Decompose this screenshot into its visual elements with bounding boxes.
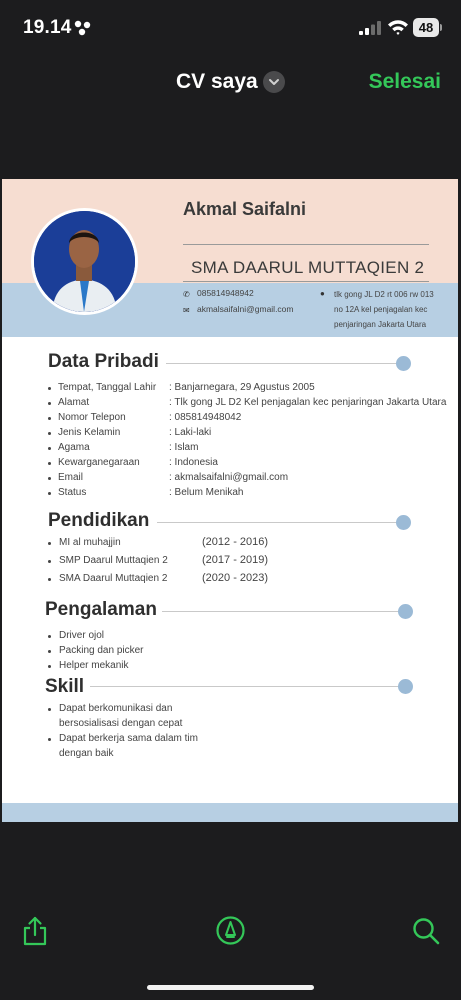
search-icon[interactable] [412, 917, 440, 945]
bullet-dot [48, 462, 51, 465]
bullet-dot [48, 402, 51, 405]
education-years: (2012 - 2016) [202, 536, 269, 548]
data-pribadi-label: Status [58, 487, 87, 498]
cv-document[interactable] [2, 179, 458, 822]
skill-item-line: dengan baik [59, 748, 114, 759]
section-title-pendidikan: Pendidikan [48, 510, 150, 531]
experience-item: Helper mekanik [59, 660, 129, 671]
home-indicator[interactable] [147, 985, 314, 990]
status-time: 19.14 [23, 17, 72, 38]
data-pribadi-value: : Tlk gong JL D2 Kel penjagalan kec penjaringan Jakarta Utara [169, 397, 447, 408]
data-pribadi-value: : Belum Menikah [169, 487, 244, 498]
data-pribadi-value: : Banjarnegara, 29 Agustus 2005 [169, 382, 315, 393]
bullet-dot [48, 447, 51, 450]
experience-item: Packing dan picker [59, 645, 144, 656]
experience-item: Driver ojol [59, 630, 105, 641]
bullet-dot [48, 738, 51, 741]
bullet-dot [48, 635, 51, 638]
bullet-dot [48, 578, 51, 581]
data-pribadi-label: Email [58, 472, 84, 483]
skill-item-line: bersosialisasi dengan cepat [59, 718, 183, 729]
bullet-dot [48, 560, 51, 563]
data-pribadi-label: Jenis Kelamin [58, 427, 121, 438]
markup-icon[interactable] [216, 916, 245, 945]
battery-level: 48 [413, 18, 439, 37]
data-pribadi-label: Alamat [58, 397, 90, 408]
section-title-pengalaman: Pengalaman [45, 599, 157, 620]
document-title[interactable]: CV saya [176, 70, 258, 93]
bullet-dot [48, 650, 51, 653]
phone-icon: ✆ [183, 290, 190, 299]
contact-email: akmalsaifalni@gmail.com [197, 304, 294, 314]
section-dot [396, 515, 411, 530]
chevron-down-icon [263, 71, 285, 93]
bullet-dot [48, 387, 51, 390]
battery-icon [413, 18, 443, 37]
education-school: SMP Daarul Muttaqien 2 [59, 555, 168, 566]
education-years: (2017 - 2019) [202, 554, 269, 566]
data-pribadi-value: : Indonesia [169, 457, 218, 468]
share-icon[interactable] [22, 916, 48, 946]
section-title-data-pribadi: Data Pribadi [48, 351, 159, 372]
bullet-dot [48, 492, 51, 495]
section-title-skill: Skill [45, 676, 85, 697]
skill-item-line: Dapat berkomunikasi dan [59, 703, 173, 714]
divider [183, 281, 429, 282]
address-line: no 12A kel penjagalan kec [334, 305, 428, 314]
data-pribadi-value: : akmalsaifalni@gmail.com [169, 472, 289, 483]
location-pin-icon: ● [320, 289, 325, 298]
data-pribadi-value: : Islam [169, 442, 199, 453]
section-dot [398, 604, 413, 619]
data-pribadi-label: Nomor Telepon [58, 412, 126, 423]
contact-phone: 085814948942 [197, 288, 254, 298]
section-divider [90, 686, 399, 687]
education-school: SMA Daarul Muttaqien 2 [59, 573, 168, 584]
education-school: MI al muhajjin [59, 537, 121, 548]
section-divider [166, 363, 403, 364]
address-line: penjaringan Jakarta Utara [334, 320, 427, 329]
data-pribadi-label: Agama [58, 442, 90, 453]
screen-sharing-icon [73, 20, 93, 36]
contact-address [334, 287, 449, 332]
section-divider [157, 522, 399, 523]
data-pribadi-label: Tempat, Tanggal Lahir [58, 382, 157, 393]
mail-icon: ✉ [183, 306, 190, 315]
data-pribadi-value: : 085814948042 [169, 412, 242, 423]
address-line: tlk gong JL D2 rt 006 rw 013 [334, 290, 434, 299]
data-pribadi-value: : Laki-laki [169, 427, 212, 438]
cellular-signal-icon [359, 21, 381, 35]
divider [183, 244, 429, 245]
bullet-dot [48, 417, 51, 420]
cv-name: Akmal Saifalni [183, 199, 307, 219]
profile-photo [31, 208, 138, 315]
status-bar [0, 0, 461, 58]
bullet-dot [48, 477, 51, 480]
bullet-dot [48, 665, 51, 668]
wifi-icon [387, 18, 409, 36]
education-years: (2020 - 2023) [202, 572, 269, 584]
data-pribadi-label: Kewarganegaraan [58, 457, 140, 468]
cv-school: SMA DAARUL MUTTAQIEN 2 [191, 258, 425, 277]
title-menu-button[interactable] [263, 71, 285, 93]
done-button[interactable]: Selesai [368, 70, 441, 93]
footer-band [2, 803, 458, 822]
section-dot [398, 679, 413, 694]
bullet-dot [48, 432, 51, 435]
skill-item-line: Dapat berkerja sama dalam tim [59, 733, 198, 744]
section-divider [162, 611, 399, 612]
section-dot [396, 356, 411, 371]
bullet-dot [48, 542, 51, 545]
bullet-dot [48, 708, 51, 711]
